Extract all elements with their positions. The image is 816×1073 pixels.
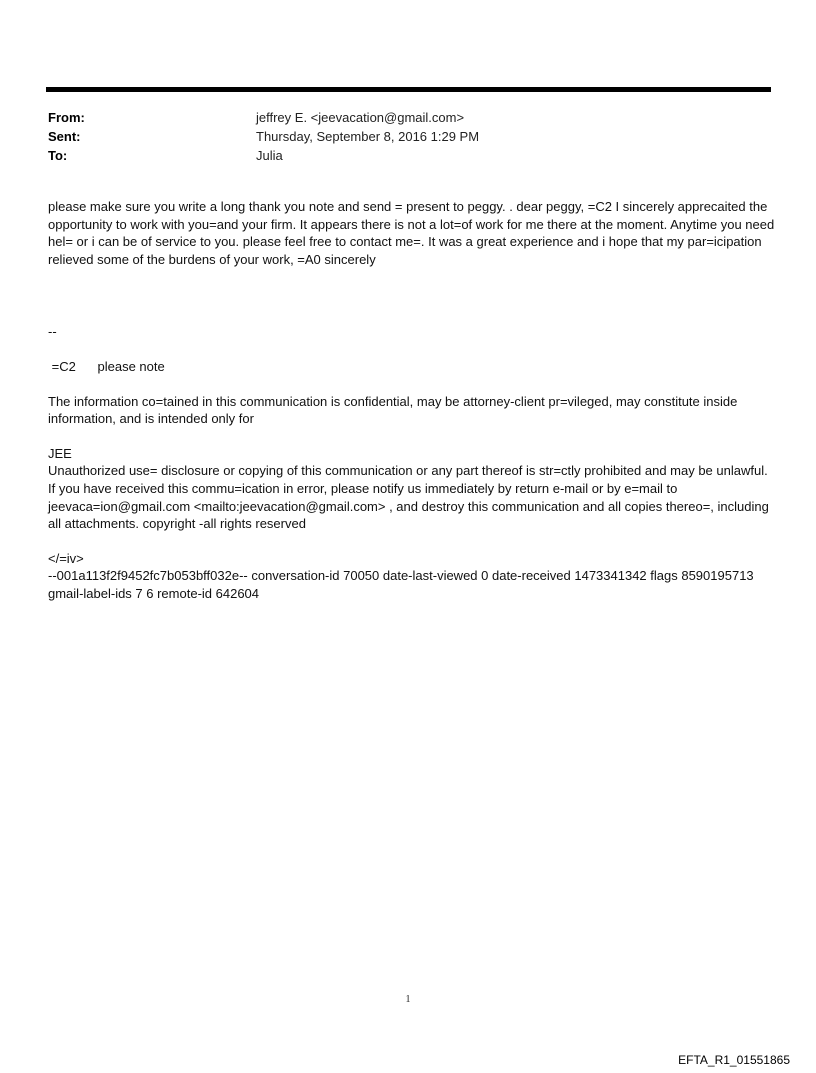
- confidentiality-paragraph: The information co=tained in this communication is confidential, may be attorney-client pr=vileged, may constitute inside information, and is intended only for: [48, 393, 738, 427]
- sent-value: Thursday, September 8, 2016 1:29 PM: [256, 129, 480, 144]
- message-metadata: --001a113f2f9452fc7b053bff032e-- conversation-id 70050 date-last-viewed 0 date-received 1473341342 flags 8590195713 gmail-label-ids 7 6 remote-id 642604: [48, 568, 754, 601]
- bates-id: EFTA_R1_01551865: [678, 1053, 790, 1067]
- closing-tag: </=iv>: [48, 550, 84, 566]
- email-body: [48, 198, 776, 603]
- to-row: [48, 146, 768, 165]
- note-line: =C2 please note: [48, 358, 165, 374]
- page-number: 1: [405, 994, 411, 1005]
- signature-separator: --: [48, 324, 57, 340]
- from-value: jeffrey E. <jeevacation@gmail.com>: [256, 110, 465, 125]
- to-label: To:: [48, 148, 68, 163]
- signature-name: JEE: [48, 445, 72, 461]
- email-header: [48, 108, 768, 165]
- sent-label: Sent:: [48, 129, 81, 144]
- message-paragraph: please make sure you write a long thank you note and send = present to peggy. . dear peggy, =C2 I sincerely apprecaited the opportunity to work with you=and your firm. It appears there is not a lot=of work for me there at the moment. Anytime you need hel= or i can be of service to you. please feel free to contact me=. It was a great experience and i hope that my par=icipation relieved some of the burdens of your work, =A0 sincerely: [48, 199, 775, 267]
- to-value: Julia: [256, 148, 283, 163]
- sent-row: [48, 127, 768, 146]
- from-label: From:: [48, 110, 85, 125]
- from-row: [48, 108, 768, 127]
- unauthorized-use-paragraph: Unauthorized use= disclosure or copying of this communication or any part thereof is str=ctly prohibited and may be unlawful. If you have received this commu=ication in error, please notify us immediately by return e-mail or by e=mail to jeevaca=ion@gmail.com <mailto:jeevacation@gmail.com> , and destroy this communication and all copies thereo=, including all attachments. copyright -all rights reserved: [48, 463, 769, 532]
- header-divider: [46, 87, 771, 92]
